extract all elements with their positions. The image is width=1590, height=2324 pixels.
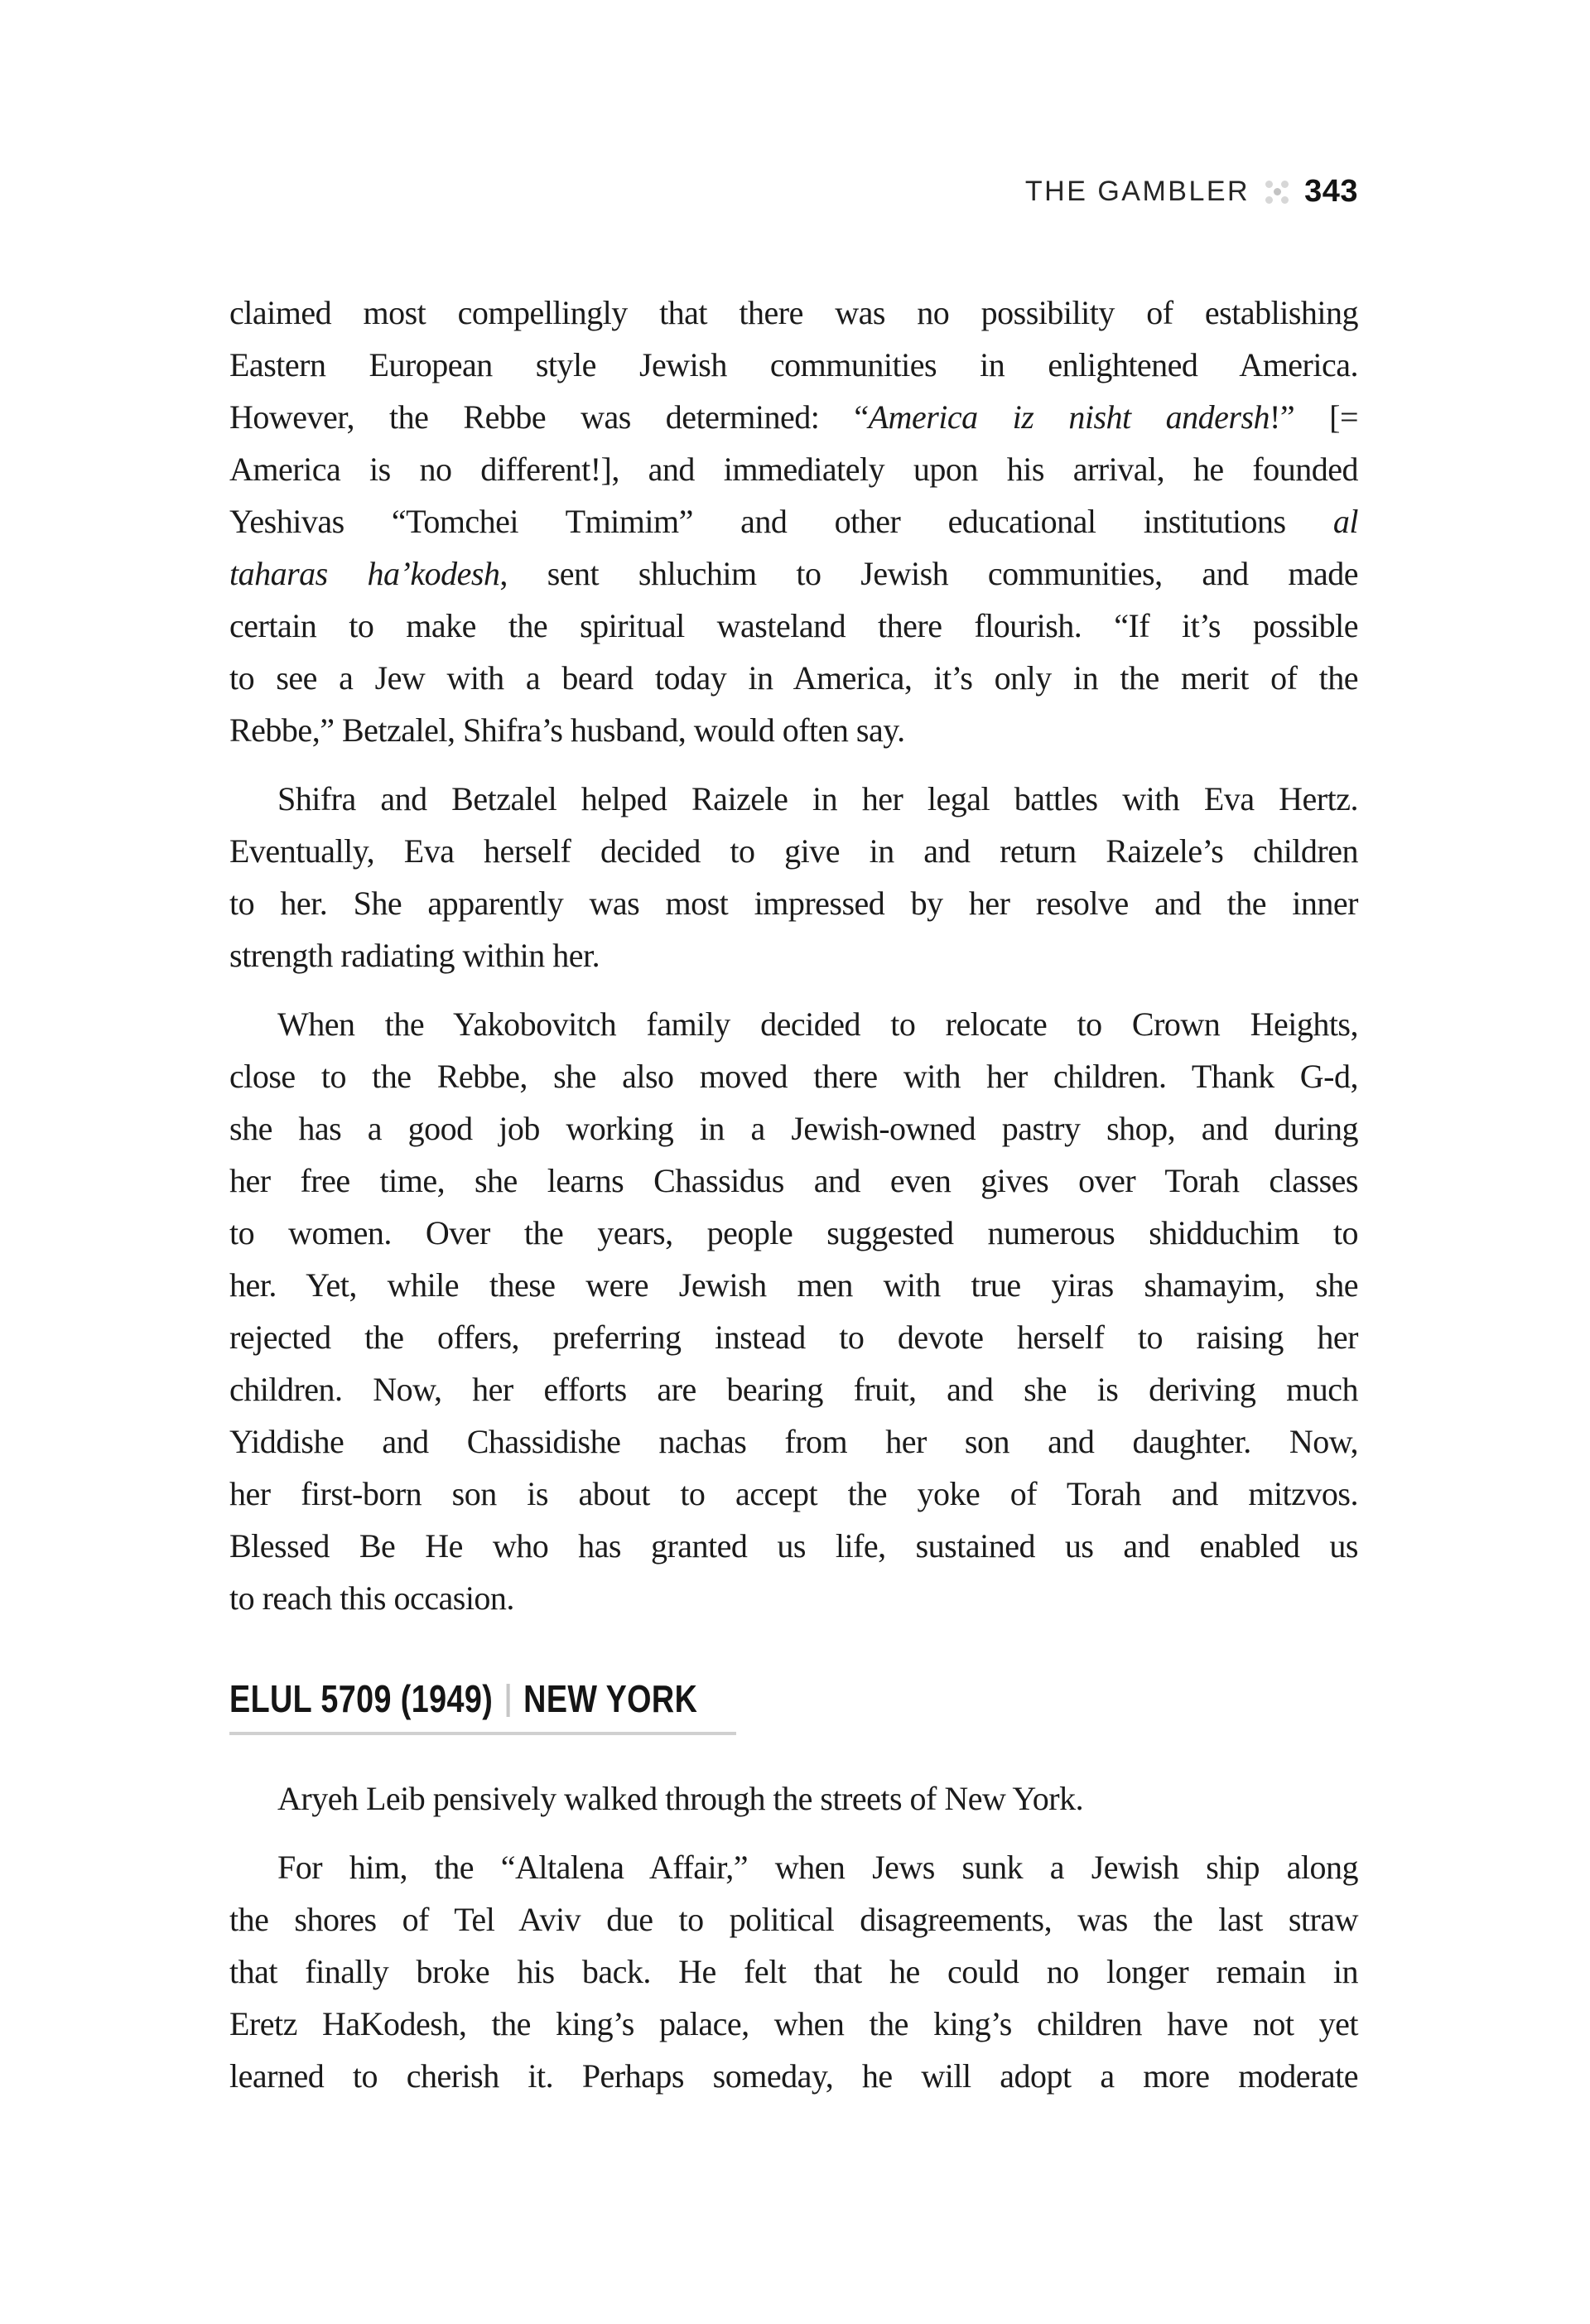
section-heading-text (229, 1675, 697, 1722)
dice-dot (1265, 196, 1273, 204)
text-line: her. Yet, while these were Jewish men with true yiras shamayim, she (229, 1266, 1358, 1304)
text-line: However, the Rebbe was determined: “America iz nisht andersh!” [= (229, 398, 1358, 436)
text-line: rejected the offers, preferring instead to devote herself to raising her (229, 1319, 1358, 1356)
text-line: claimed most compellingly that there was no possibility of establishing (229, 294, 1358, 331)
text-line: Shifra and Betzalel helped Raizele in her legal battles with Eva Hertz. (277, 780, 1358, 817)
paragraph (229, 773, 1358, 981)
dice-dot (1265, 181, 1273, 188)
text-line: certain to make the spiritual wasteland there flourish. “If it’s possible (229, 607, 1358, 644)
book-title: THE GAMBLER (1024, 176, 1250, 207)
text-line: to her. She apparently was most impressed by her resolve and the inner (229, 885, 1358, 922)
paragraph (229, 287, 1358, 756)
text-line: Yeshivas “Tomchei Tmimim” and other educational institutions al (229, 503, 1358, 540)
paragraph (229, 998, 1358, 1624)
text-line: When the Yakobovitch family decided to relocate to Crown Heights, (277, 1005, 1358, 1043)
text-line: her free time, she learns Chassidus and even gives over Torah classes (229, 1162, 1358, 1199)
paragraph (229, 1841, 1358, 2102)
text-line: learned to cherish it. Perhaps someday, he will adopt a more moderate (229, 2057, 1358, 2095)
text-line: Aryeh Leib pensively walked through the streets of New York. (277, 1780, 1084, 1817)
text-line: Rebbe,” Betzalel, Shifra’s husband, would often say. (229, 711, 905, 749)
running-header (229, 174, 1358, 210)
text-line: to reach this occasion. (229, 1579, 514, 1617)
text-line: to see a Jew with a beard today in America, it’s only in the merit of the (229, 659, 1358, 697)
section-date: ELUL 5709 (1949) (229, 1677, 494, 1720)
section-heading (229, 1675, 1358, 1735)
text-line: Eastern European style Jewish communities in enlightened America. (229, 346, 1358, 383)
text-line: For him, the “Altalena Affair,” when Jews sunk a Jewish ship along (277, 1849, 1358, 1886)
section-location: NEW YORK (523, 1677, 698, 1720)
section-heading-line (229, 1675, 1358, 1722)
text-line: Eretz HaKodesh, the king’s palace, when the king’s children have not yet (229, 2005, 1358, 2042)
heading-divider-bar (507, 1684, 510, 1717)
text-line: Yiddishe and Chassidishe nachas from her son and daughter. Now, (229, 1423, 1358, 1460)
text-line: that finally broke his back. He felt that he could no longer remain in (229, 1953, 1358, 1990)
paragraphs-container (229, 1772, 1358, 2102)
dice-dot (1281, 196, 1289, 204)
text-line: strength radiating within her. (229, 937, 600, 974)
page-body (229, 287, 1358, 2102)
dice-dot (1281, 181, 1289, 188)
text-line: she has a good job working in a Jewish-owned pastry shop, and during (229, 1110, 1358, 1147)
paragraphs-container (229, 287, 1358, 1624)
text-line: Eventually, Eva herself decided to give in and return Raizele’s children (229, 832, 1358, 870)
text-line: taharas ha’kodesh, sent shluchim to Jewish communities, and made (229, 555, 1358, 592)
dice-dot (1274, 188, 1281, 195)
text-line: close to the Rebbe, she also moved there with her children. Thank G-d, (229, 1058, 1358, 1095)
text-line: America is no different!], and immediately upon his arrival, he founded (229, 451, 1358, 488)
text-line: children. Now, her efforts are bearing fruit, and she is deriving much (229, 1371, 1358, 1408)
section-heading-rule (229, 1732, 736, 1735)
text-line: to women. Over the years, people suggested numerous shidduchim to (229, 1214, 1358, 1251)
page-number: 343 (1304, 174, 1358, 209)
paragraph (229, 1772, 1358, 1825)
text-line: her first-born son is about to accept the yoke of Torah and mitzvos. (229, 1475, 1358, 1512)
text-line: the shores of Tel Aviv due to political disagreements, was the last straw (229, 1901, 1358, 1938)
narrative-top (229, 287, 1358, 1624)
dice-five-icon (1264, 179, 1290, 205)
narrative-bottom (229, 1772, 1358, 2102)
text-line: Blessed Be He who has granted us life, sustained us and enabled us (229, 1527, 1358, 1565)
